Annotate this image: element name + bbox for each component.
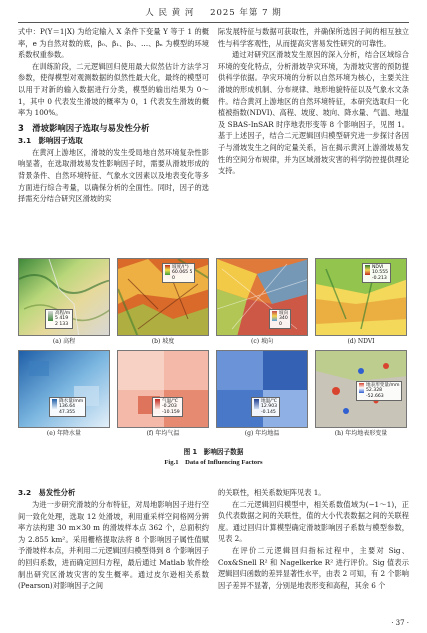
- map-panel-precipitation: [18, 350, 110, 428]
- legend-max: 5 419: [55, 316, 69, 322]
- map-legend: [362, 263, 391, 283]
- legend-title: 降水量/mm: [59, 399, 84, 404]
- legend-swatch: [52, 399, 57, 409]
- legend-max: 10.555: [372, 270, 389, 276]
- legend-title: 高程/m: [55, 311, 71, 316]
- map-legend: [356, 381, 402, 401]
- panel-label: (c) 坡向: [251, 338, 273, 345]
- panel-label: (b) 坡度: [151, 338, 175, 345]
- legend-max: 340: [279, 316, 288, 322]
- subsection-heading: 3.2 易发性分析: [18, 488, 76, 497]
- left-column-bottom: [18, 487, 209, 592]
- legend-min: -0.145: [261, 409, 276, 415]
- legend-title: 地表形变量/mm: [366, 383, 400, 388]
- panel-label: (e) 年降水量: [46, 430, 82, 437]
- legend-swatch: [272, 311, 277, 321]
- legend-swatch: [254, 399, 259, 409]
- journal-name: 人 民 黄 河: [145, 8, 195, 18]
- legend-min: -0.213: [372, 275, 387, 281]
- legend-swatch: [165, 265, 170, 275]
- map-panel-surface-deformation: [315, 350, 407, 428]
- legend-max: 136.64: [59, 404, 76, 410]
- legend-max: 60.065 5: [172, 270, 193, 276]
- map-panel-ndvi: [315, 258, 407, 336]
- right-column-top: [218, 26, 409, 177]
- right-column-bottom: [218, 487, 409, 591]
- paragraph: 为进一步研究滑坡的分布特征，对局地影响因子进行空间一致化处理，选取 12 处滑坡，利用重采样空间格网分辨率方法构建 30 m×30 m 的滑坡样本点 362 个，总面积约为 2.855 km²。采用栅格提取法将 8 个影响因子属性值赋予滑坡样本点，并利用二元逻辑回归模型得到 8 个影响因子的回归系数，进而确定回归方程，最后通过 Matlab 软件绘制出研究区滑坡灾害的发生概率。通过皮尔逊相关系数(Pearson)对影响因子之间: [18, 500, 209, 591]
- page-number: · 37 ·: [391, 619, 409, 627]
- map-panel-aspect: [216, 258, 308, 336]
- legend-swatch: [365, 265, 370, 275]
- map-legend: [152, 397, 183, 417]
- paragraph: 在评价二元逻辑回归指标过程中，主要对 Sig、Cox&Snell R² 和 Nagelkerke R² 进行评价。Sig 值表示逻辑回归函数的差异显著性水平，由表 2 可知，有 2 个影响因子差异不显著，分别是地表形变和高程，其余 6 个: [218, 545, 409, 590]
- legend-max: 12.903: [261, 404, 278, 410]
- section-heading: 3 滑坡影响因子选取与易发性分析: [18, 122, 150, 133]
- figure-caption-cn: 图 1 影响因子数据: [183, 448, 244, 456]
- subsection-heading: 3.1 影响因子选取: [18, 135, 83, 145]
- legend-min: 47.355: [59, 409, 76, 415]
- map-panel-ground-temperature: [216, 350, 308, 428]
- legend-swatch: [359, 383, 364, 393]
- legend-min: 0: [172, 275, 175, 281]
- map-panel-temperature: [117, 350, 209, 428]
- map-legend: [49, 397, 86, 417]
- legend-min: -10.159: [162, 409, 180, 415]
- paragraph: 式中：P(Y＝1|X) 为给定输入 X 条件下变量 Y 等于 1 的概率，e 为自然对数的底，β₀、β₁、β₂、…、βₙ 为模型的环境系数权重参数。: [18, 27, 209, 60]
- panel-label: (h) 年均地表形变量: [334, 430, 388, 437]
- panel-label: (g) 年均地温: [244, 430, 280, 437]
- paragraph: 际发展特征与数据可获取性，并确保所选因子间的相互独立性与科学客观性，从而提高灾害易发性研究的可靠性。: [218, 27, 409, 48]
- legend-title: 坡度/(°): [172, 265, 189, 270]
- paragraph: 在黄河上游地区，滑坡的发生受局地自然环境复杂性影响显著，在选取滑坡易发性影响因子时，需要从滑坡形成的背景条件、自然环境特征、气象水文因素以及地表变化等多方面进行综合考量，以确保分析的全面性。同时，因子的选择需充分结合研究区滑坡的实: [18, 147, 209, 204]
- paragraph: 在训练阶段，二元逻辑回归使用最大似然估计方法学习参数，使得模型对观测数据的似然性最大化，最终的模型可以用于对新的输入数据进行分类，模型的输出结果为 0～1，其中 0 代表发生滑坡的概率为 0，1 代表发生滑坡的概率为 100%。: [18, 61, 209, 118]
- panel-label: (f) 年均气温: [146, 430, 180, 437]
- legend-title: 气温/℃: [162, 399, 178, 404]
- issue-label: 2025 年第 7 期: [210, 8, 282, 18]
- aspect-map: [217, 259, 308, 336]
- legend-swatch: [48, 311, 53, 321]
- legend-max: -0.203: [162, 404, 177, 410]
- paragraph: 在二元逻辑回归模型中，相关系数值域为(−1～1)，正负代表数据之间的关联性，值的大小代表数据之间的关联程度。通过回归计算模型确定滑坡影响因子系数与模型参数，见表 2。: [218, 499, 409, 544]
- paragraph: 通过对研究区滑坡发生原因的深入分析，结合区域综合环境的变化特点，分析滑坡孕灾环境，为滑坡灾害的预防提供科学依据。孕灾环境的分析以自然环境为核心，主要关注滑坡的形成机制、分布规律、地形地貌特征以及气象水文条件。结合黄河上游地区的自然环境特征，本研究选取归一化植被指数(NDVI)、高程、坡度、坡向、降水量、气温、地温及 SBAS-InSAR 时序地表形变等 8 个影响因子，见图 1。基于上述因子，结合二元逻辑回归模型研究进一步探讨各因子与滑坡发生之间的定量关系，旨在揭示黄河上游滑坡易发性的空间分布规律，并为区域滑坡灾害的科学防控提供理论支持。: [218, 50, 409, 176]
- legend-title: NDVI: [372, 265, 384, 270]
- figure-caption-en: Fig.1 Data of Influencing Factors: [164, 459, 263, 466]
- map-legend: [251, 397, 280, 417]
- panel-label: (a) 高程: [52, 338, 76, 345]
- map-panel-slope: [117, 258, 209, 336]
- legend-min: -52.663: [366, 393, 384, 399]
- running-header: [0, 6, 427, 20]
- panel-label: (d) NDVI: [347, 338, 375, 345]
- map-panel-elevation: [18, 258, 110, 336]
- legend-max: 52.328: [366, 388, 383, 394]
- legend-min: 2 133: [55, 321, 69, 327]
- figure-1: [18, 258, 409, 470]
- map-legend: [269, 309, 291, 329]
- legend-min: 0: [279, 321, 282, 327]
- map-legend: [45, 309, 73, 329]
- map-legend: [162, 263, 195, 283]
- header-rule: [18, 22, 409, 23]
- left-column-top: [18, 26, 209, 205]
- legend-swatch: [155, 399, 160, 409]
- paragraph: 的关联性，相关系数矩阵见表 1。: [218, 488, 326, 497]
- legend-title: 地温/℃: [261, 399, 277, 404]
- legend-title: 坡向: [279, 311, 289, 316]
